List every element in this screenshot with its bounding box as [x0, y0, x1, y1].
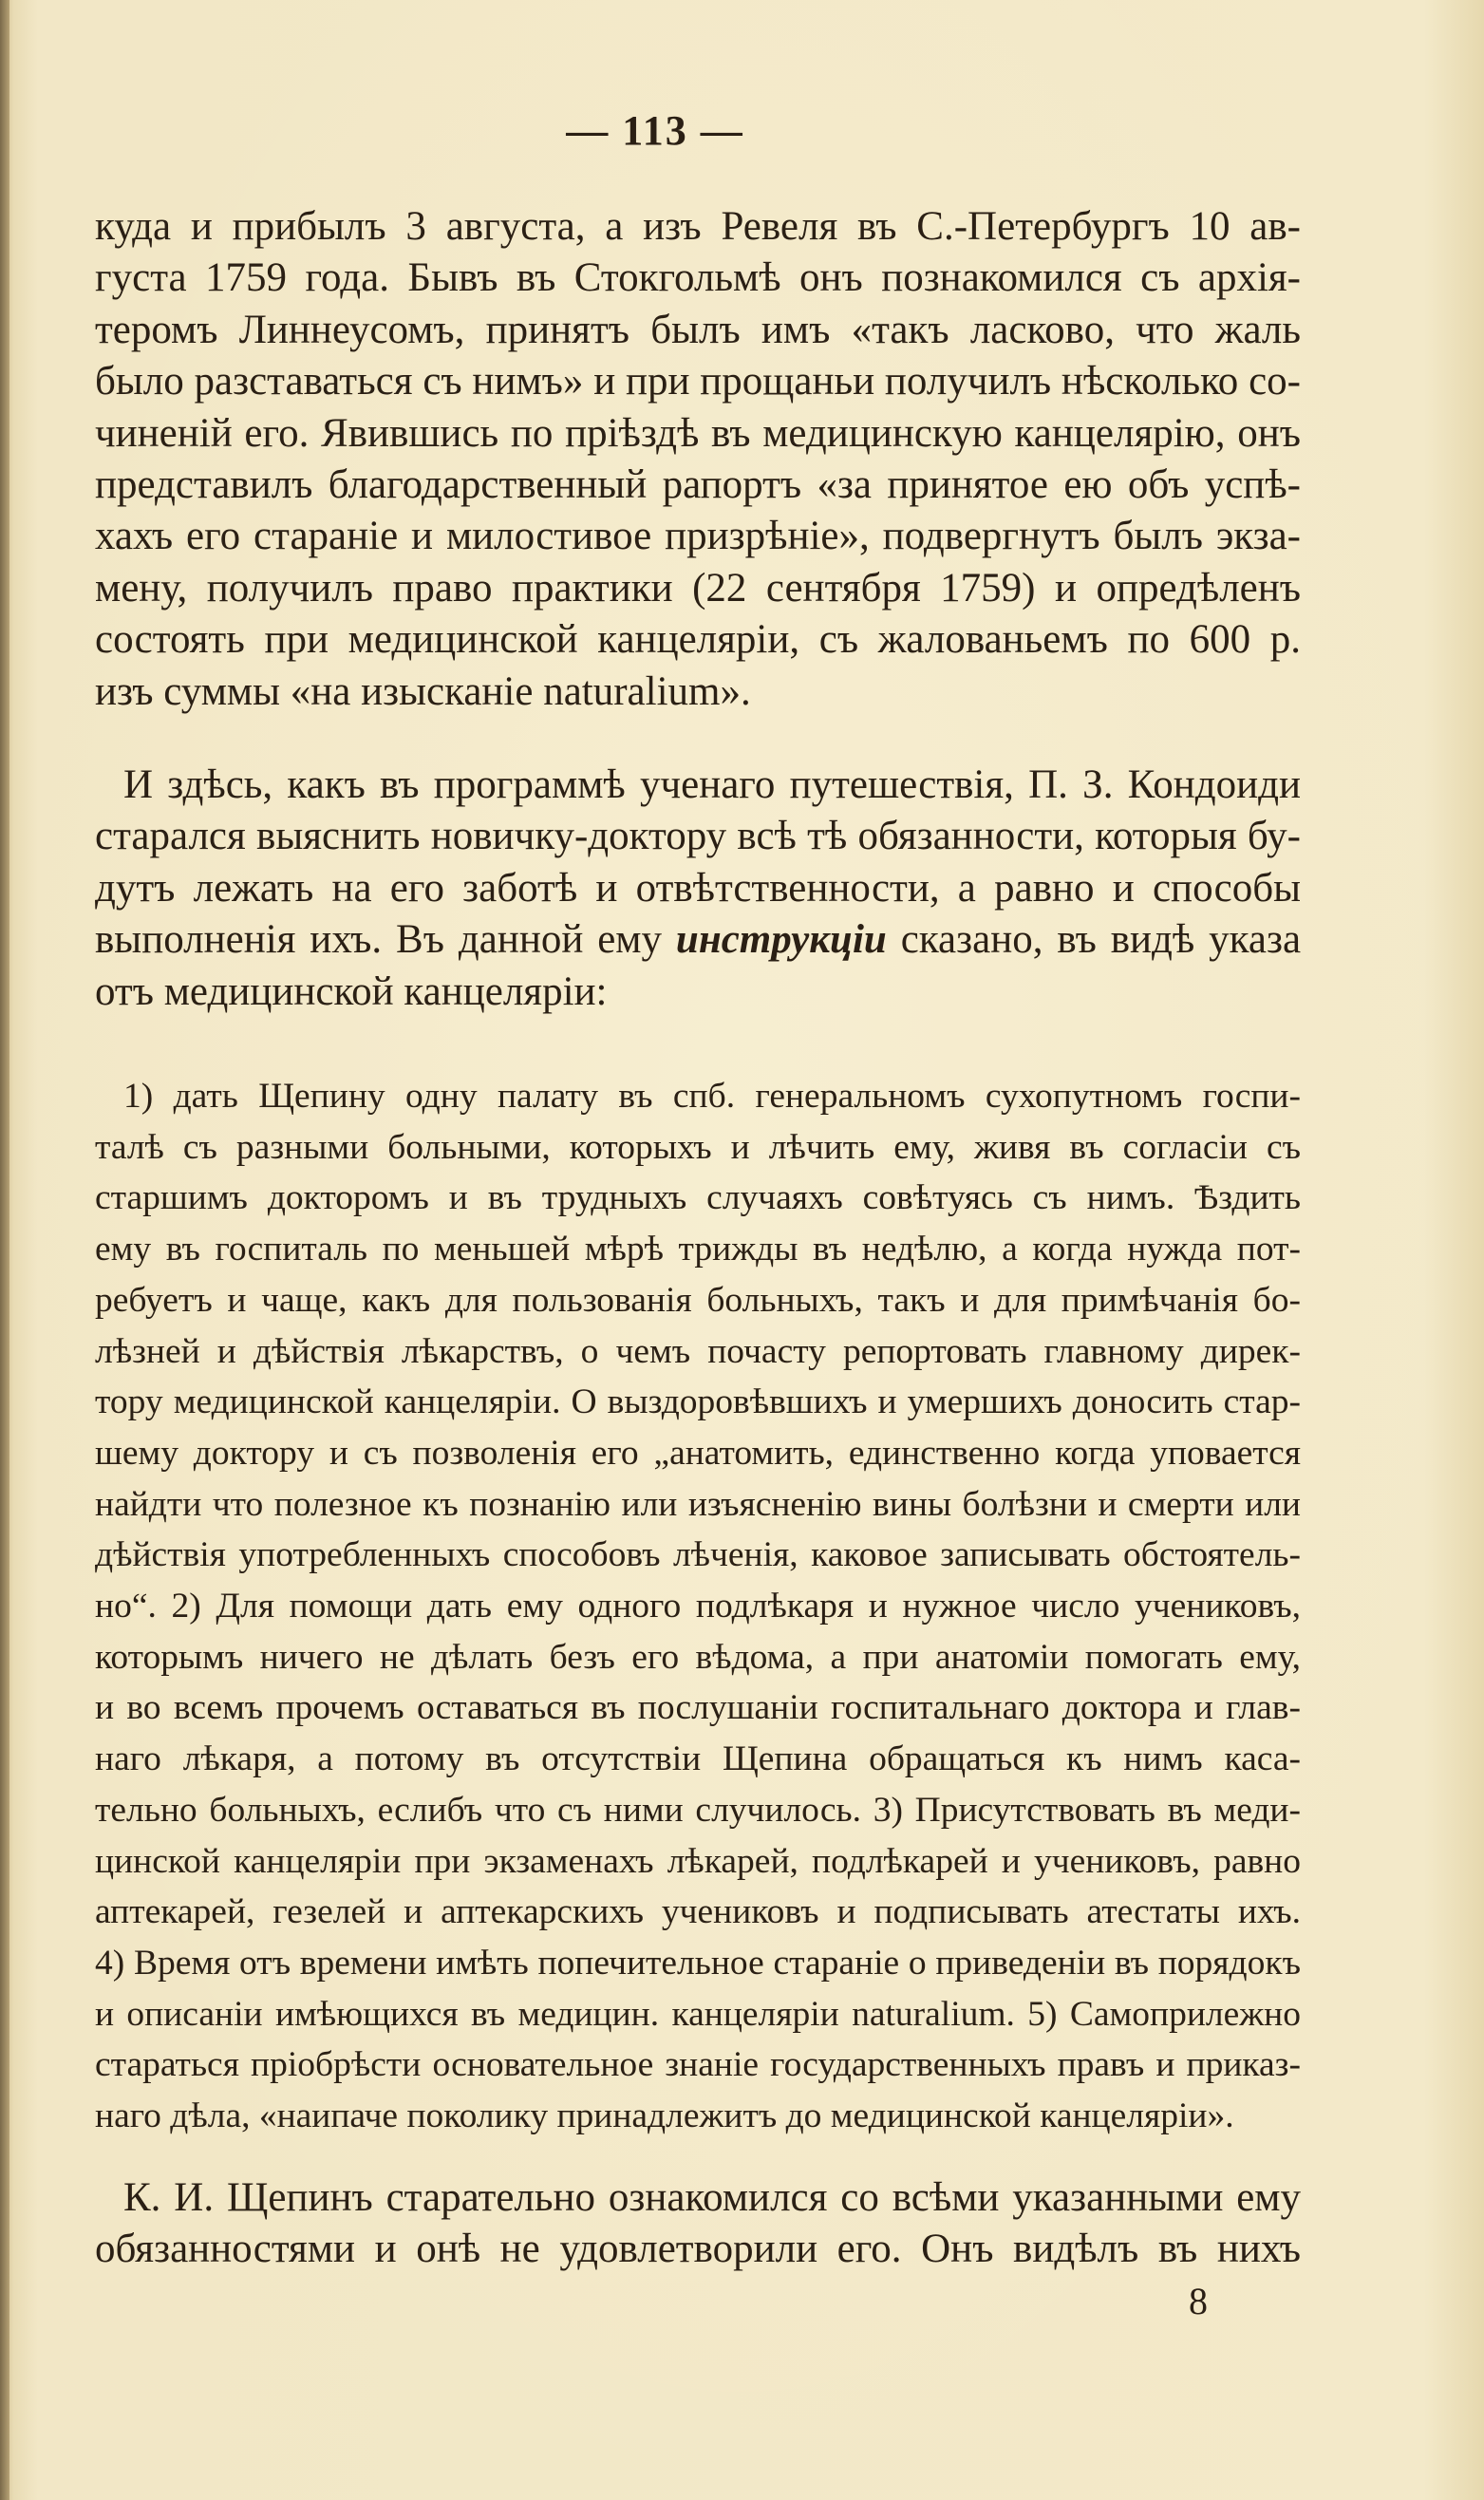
paragraph-1 — [95, 201, 1301, 718]
text-line: обязанностями и онѣ не удовлетворили его. Онъ видѣлъ въ нихъ — [95, 2227, 1301, 2272]
instruction-quote — [95, 1071, 1301, 2142]
quote-line: дѣйствія употребленныхъ способовъ лѣченія, каковое записывать обстоятель- — [95, 1535, 1301, 1575]
text-line: чиненій его. Явившись по пріѣздѣ въ медицинскую канцелярію, онъ — [95, 410, 1301, 456]
quote-line: 4) Время отъ времени имѣть попечительное стараніе о приведеніи въ порядокъ — [95, 1943, 1301, 1983]
text-line: К. И. Щепинъ старательно ознакомился со всѣми указанными ему — [123, 2175, 1301, 2220]
paragraph-2 — [95, 760, 1301, 1018]
text-line: мену, получилъ право практики (22 сентября 1759) и опредѣленъ — [95, 565, 1301, 611]
quote-line: стараться пріобрѣсти основательное знаніе государственныхъ правъ и приказ- — [95, 2045, 1301, 2085]
text-line: представилъ благодарственный рапортъ «за принятое ею объ успѣ- — [95, 462, 1301, 508]
text-line-with-emphasis — [95, 914, 1301, 966]
quote-line: лѣзней и дѣйствія лѣкарствъ, о чемъ почасту репортовать главному дирек- — [95, 1331, 1301, 1371]
quote-line: и описаніи имѣющихся въ медицин. канцеляріи naturalium. 5) Самоприлежно — [95, 1994, 1301, 2034]
quote-line: 1) дать Щепину одну палату въ спб. генеральномъ сухопутномъ госпи- — [123, 1077, 1301, 1116]
quote-line: талѣ съ разными больными, которыхъ и лѣчить ему, живя въ согласіи съ — [95, 1127, 1301, 1167]
quote-line: найдти что полезное къ познанію или изъясненію вины болѣзни и смерти или — [95, 1484, 1301, 1524]
quote-line: шему доктору и съ позволенія его „анатомить, единственно когда уповается — [95, 1433, 1301, 1473]
quote-line: тельно больныхъ, еслибъ что съ ними случилось. 3) Присутствовать въ меди- — [95, 1790, 1301, 1830]
quote-line: цинской канцеляріи при экзаменахъ лѣкарей, подлѣкарей и учениковъ, равно — [95, 1841, 1301, 1881]
quote-line: аптекарей, гезелей и аптекарскихъ учениковъ и подписывать атестаты ихъ. — [95, 1892, 1301, 1932]
text-line: теромъ Линнеусомъ, принятъ былъ имъ «такъ ласково, что жаль — [95, 307, 1301, 352]
quote-line: наго дѣла, «наипаче поколику принадлежитъ до медицинской канцеляріи». — [95, 2096, 1234, 2136]
signature-mark: 8 — [1189, 2280, 1208, 2322]
page-number: — 113 — — [566, 107, 744, 154]
binding-edge — [0, 0, 9, 2500]
quote-line: но“. 2) Для помощи дать ему одного подлѣкаря и нужное число учениковъ, — [95, 1587, 1301, 1626]
text-line: состоять при медицинской канцеляріи, съ жалованьемъ по 600 р. — [95, 617, 1301, 663]
quote-line: которымъ ничего не дѣлать безъ его вѣдома, а при анатоміи помогать ему, — [95, 1637, 1301, 1677]
quote-line: наго лѣкаря, а потому въ отсутствіи Щепина обращаться къ нимъ каса- — [95, 1739, 1301, 1779]
text-line: изъ суммы «на изысканіе naturalium». — [95, 668, 751, 714]
text-line: дутъ лежать на его заботѣ и отвѣтственности, а равно и способы — [95, 865, 1301, 911]
text-line: И здѣсь, какъ въ программѣ ученаго путешествія, П. З. Кондоиди — [123, 762, 1301, 807]
quote-line: и во всемъ прочемъ оставаться въ послушаніи госпитальнаго доктора и глав- — [95, 1688, 1301, 1728]
text-segment: сказано, въ видѣ указа — [900, 917, 1301, 963]
paragraph-3 — [95, 2172, 1301, 2276]
quote-line: тору медицинской канцеляріи. О выздоровѣвшихъ и умершихъ доносить стар- — [95, 1382, 1301, 1422]
text-line: отъ медицинской канцеляріи: — [95, 968, 608, 1014]
text-line: куда и прибылъ 3 августа, а изъ Ревеля въ С.-Петербургъ 10 ав- — [95, 204, 1301, 249]
quote-line: ему въ госпиталь по меньшей мѣрѣ трижды въ недѣлю, а когда нужда пот- — [95, 1230, 1301, 1269]
text-line: старался выяснить новичку-доктору всѣ тѣ обязанности, которыя бу- — [95, 814, 1301, 859]
text-line: хахъ его стараніе и милостивое призрѣніе», подвергнутъ былъ экза- — [95, 514, 1301, 559]
quote-line: ребуетъ и чаще, какъ для пользованія больныхъ, такъ и для примѣчанія бо- — [95, 1280, 1301, 1320]
quote-line: старшимъ докторомъ и въ трудныхъ случаяхъ совѣтуясь съ нимъ. Ѣздить — [95, 1178, 1301, 1218]
text-line: густа 1759 года. Бывъ въ Стокгольмѣ онъ познакомился съ архія- — [95, 255, 1301, 301]
emphasis-instruction: инструкціи — [675, 917, 887, 963]
text-segment: выполненія ихъ. Въ данной ему — [95, 917, 663, 963]
text-line: было разставаться съ нимъ» и при прощаньи получилъ нѣсколько со- — [95, 359, 1301, 404]
